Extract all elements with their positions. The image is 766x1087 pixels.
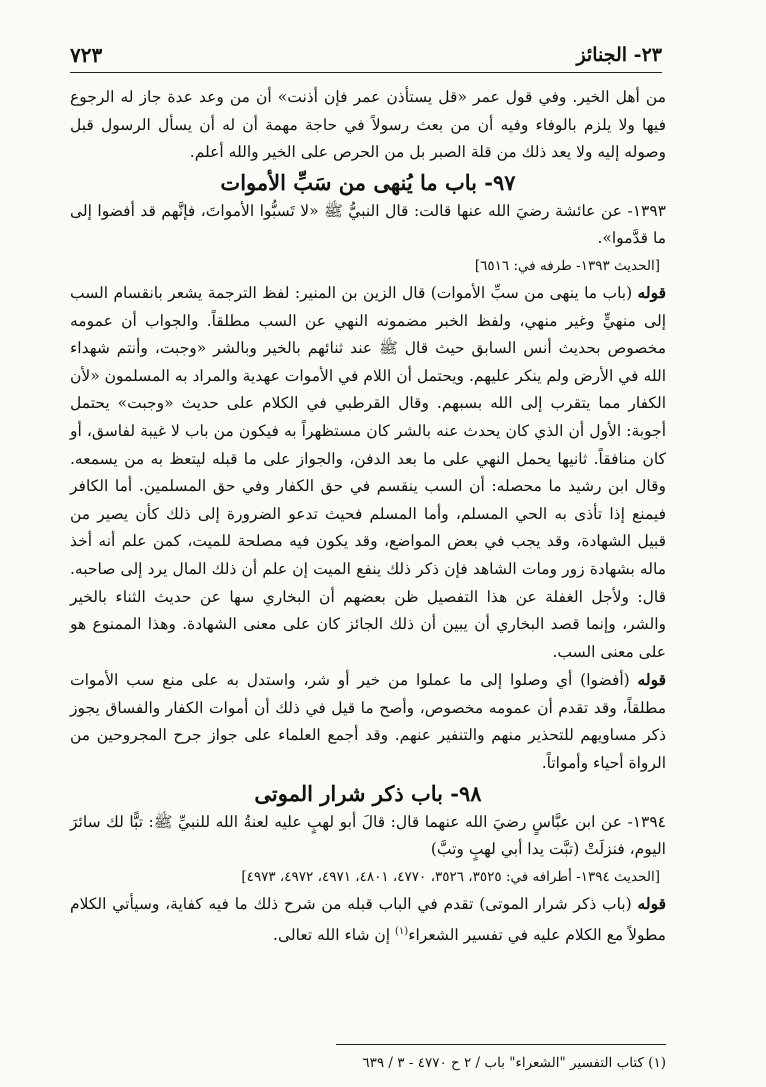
commentary-text-end: إن شاء الله تعالى. [273, 926, 395, 945]
running-title: ٢٣- الجنائز [576, 44, 662, 66]
footnote-divider [336, 1044, 666, 1045]
commentary-text: (باب ذكر شرار الموتى) تقدم في الباب قبله من شرح ذلك ما فيه كفاية، وسيأتي الكلام مطولاً مع الكلام عليه في تفسير الشعراء [70, 894, 666, 945]
paragraph-continuation: من أهل الخير. وفي قول عمر «قل يستأذن عمر فإن أذنت» أن من وعد عدة جاز له الرجوع فيها ولا يلزم بالوفاء وفيه أن من بعث رسولاً في حاجة مهمة أن له أن يسأل الرسول قبل وصوله إليه ولا يعد ذلك من قلة الصبر بل من الحرص على الخير والله أعلم. [70, 88, 667, 162]
commentary-paragraph-2 [70, 666, 666, 777]
hadith-1394: ١٣٩٤- عن ابن عبَّاسٍ رضيَ الله عنهما قال: قالَ أبو لهبٍ عليه لعنةُ الله للنبيِّ ﷺ: تبًّا لك سائرَ اليوم، فنزلَتْ (تبَّت يدا أبي لهبٍ وتبَّ) [70, 812, 666, 859]
commentary-lead: قوله [637, 282, 666, 302]
commentary-lead: قوله [637, 670, 666, 690]
chapter-heading-97: ٩٧- باب ما يُنهى من سَبِّ الأموات [220, 169, 516, 195]
hadith-1393: ١٣٩٣- عن عائشة رضيَ الله عنها قالت: قال النبيُّ ﷺ «لا تَسبُّوا الأمواتَ، فإنَّهم قد أفضوا إلى ما قدَّموا». [70, 201, 666, 248]
chapter-heading-98: ٩٨- باب ذكر شرار الموتى [254, 780, 482, 806]
footnote: (١) كتاب التفسير "الشعراء" باب / ٢ ح ٤٧٧٠ - ٣ / ٦٣٩ [362, 1055, 666, 1071]
page-number: ٧٢٣ [70, 43, 103, 67]
commentary-paragraph-3 [70, 890, 666, 950]
hadith-reference-1393: [الحديث ١٣٩٣- طرفه في: ٦٥١٦] [474, 257, 660, 274]
hadith-reference-1394: [الحديث ١٣٩٤- أطرافه في: ٣٥٢٥، ٣٥٢٦، ٤٧٧٠، ٤٨٠١، ٤٩٧١، ٤٩٧٢، ٤٩٧٣] [241, 868, 660, 885]
page-header [70, 38, 662, 73]
commentary-text: (أفضوا) أي وصلوا إلى ما عملوا من خير أو شر، واستدل به على منع سب الأموات مطلقاً، وقد تقدم أن عمومه مخصوص، وأصح ما قيل في ذلك أن أموات الكفار والفساق يجوز ذكر مساويهم للتحذير منهم والتنفير عنهم. وقد أجمع العلماء على جواز جرح المجروحين من الرواة أحياء وأمواتاً. [70, 671, 666, 773]
page-body [70, 84, 666, 950]
footnote-marker: (١) [395, 926, 409, 938]
commentary-text: (باب ما ينهى من سبِّ الأموات) قال الزين بن المنير: لفظ الترجمة يشعر بانقسام السب إلى منهيٍّ وغير منهي، ولفظ الخبر مضمونه النهي عن السب مطلقاً. والجواب أن عمومه مخصوص بحديث أنس السابق حيث قال ﷺ عند ثنائهم بالخير وبالشر «وجبت، وأنتم شهداء الله في الأرض ولم ينكر عليهم. ويحتمل أن اللام في الأموات عهدية والمراد به المسلمون «لأن الكفار مما يتقرب إلى الله بسبهم. وقال القرطبي في الكلام على حديث «وجبت» يحتمل أجوبة: الأول أن الذي كان يحدث عنه بالشر كان مستظهراً به فيكون من باب لا غيبة لفاسق، أو كان منافقاً. ثانيها يحمل النهي على ما بعد الدفن، والجواز على ما قبله ليتعظ به من يسمعه. وقال ابن رشيد ما محصله: أن السب ينقسم في حق الكفار وفي حق المسلمين. أما الكافر فيمنع إذا تأذى به الحي المسلم، وأما المسلم فحيث تدعو الضرورة إلى ذلك كأن يصير من قبيل الشهادة، وقد يجب في بعض المواضع، وقد يكون فيه مصلحة للميت، كمن علم أنه أخذ ماله بشهادة زور ومات الشاهد فإن ذكر ذلك ينفع الميت إن علم أن ذلك المال يرد إلى صاحبه. قال: ولأجل الغفلة عن هذا التفصيل ظن بعضهم أن البخاري سها عن حديث الثناء بالخير والشر، وإنما قصد البخاري أن يبين أن ذلك الجائز كان على معنى الشهادة. وهذا الممنوع هو على معنى السب. [70, 283, 666, 661]
commentary-paragraph-1 [70, 279, 666, 666]
commentary-lead: قوله [637, 893, 666, 913]
